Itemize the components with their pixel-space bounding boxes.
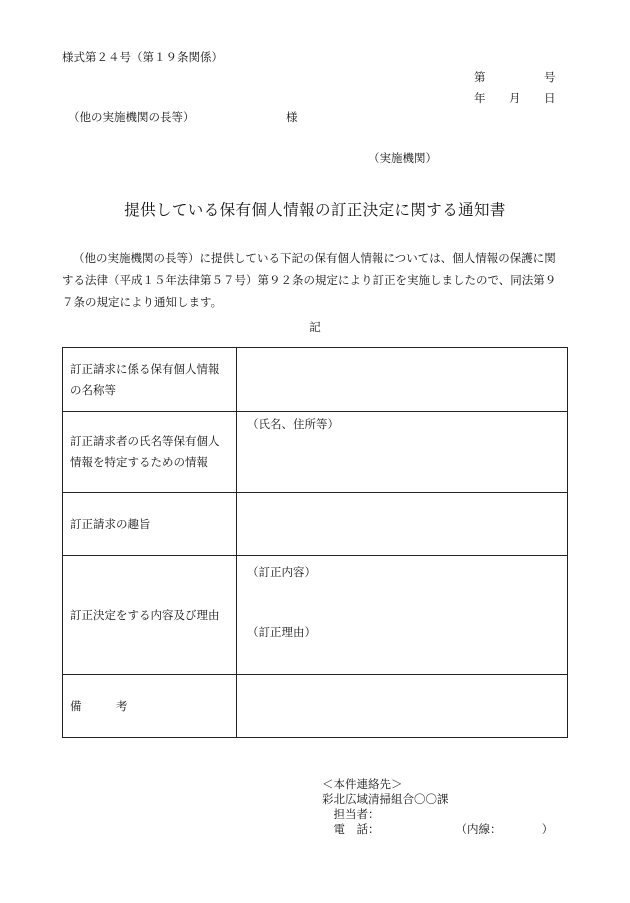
row-label-remarks <box>63 675 237 737</box>
table-row <box>63 493 567 556</box>
contact-phone: 電 話： <box>322 822 380 836</box>
honorific-sama: 様 <box>286 110 298 124</box>
label-line: 訂正請求者の氏名等保有個人 <box>70 434 220 448</box>
label-line: 訂正請求の趣旨 <box>70 516 151 531</box>
value-cell-requester-info[interactable] <box>237 412 567 492</box>
date-day-label: 日 <box>544 91 556 105</box>
row-label-info-name <box>63 348 237 411</box>
contact-extension: （内線： ） <box>455 822 554 836</box>
document-number-prefix: 第 <box>474 70 486 84</box>
contact-person: 担当者： <box>322 807 380 821</box>
decision-table <box>62 347 568 738</box>
label-line: 備 考 <box>70 698 128 713</box>
value-cell-decision-content[interactable] <box>237 556 567 674</box>
table-row <box>63 412 567 493</box>
body-line-1: （他の実施機関の長等）に提供している下記の保有個人情報については、個人情報の保護に関 <box>73 251 556 265</box>
body-line-3: ７条の規定により通知します。 <box>62 295 223 309</box>
contact-block <box>322 777 553 837</box>
label-line: 情報を特定するための情報 <box>70 455 208 469</box>
requester-note: （氏名、住所等） <box>247 417 339 431</box>
addressee: （他の実施機関の長等） <box>68 110 195 124</box>
label-line: 訂正請求に係る保有個人情報 <box>70 361 220 376</box>
contact-phone-line <box>322 822 553 837</box>
label-line: 訂正決定をする内容及び理由 <box>70 607 220 622</box>
row-label-decision-content <box>63 556 237 674</box>
table-row <box>63 675 567 737</box>
issuing-agency: （実施機関） <box>368 151 437 165</box>
date-year-label: 年 <box>474 91 486 105</box>
table-row <box>63 556 567 675</box>
form-number: 様式第２４号（第１９条関係） <box>62 50 223 64</box>
table-row <box>63 348 567 412</box>
value-cell-request-purpose[interactable] <box>237 493 567 555</box>
row-label-requester-info <box>63 412 237 492</box>
ki-heading: 記 <box>309 320 321 334</box>
date-month-label: 月 <box>509 91 521 105</box>
contact-heading: ＜本件連絡先＞ <box>322 777 403 791</box>
correction-reason-note: （訂正理由） <box>247 625 316 639</box>
body-line-2: する法律（平成１５年法律第５７号）第９２条の規定により訂正を実施しましたので、同法第９ <box>62 273 557 287</box>
document-title: 提供している保有個人情報の訂正決定に関する通知書 <box>124 201 506 219</box>
contact-organization: 彩北広域清掃組合〇〇課 <box>322 792 449 806</box>
body-paragraph <box>62 247 572 313</box>
correction-content-note: （訂正内容） <box>247 565 316 579</box>
value-cell-remarks[interactable] <box>237 675 567 737</box>
label-line: の名称等 <box>70 382 116 397</box>
value-cell-info-name[interactable] <box>237 348 567 411</box>
document-number-suffix: 号 <box>544 70 556 84</box>
row-label-request-purpose <box>63 493 237 555</box>
